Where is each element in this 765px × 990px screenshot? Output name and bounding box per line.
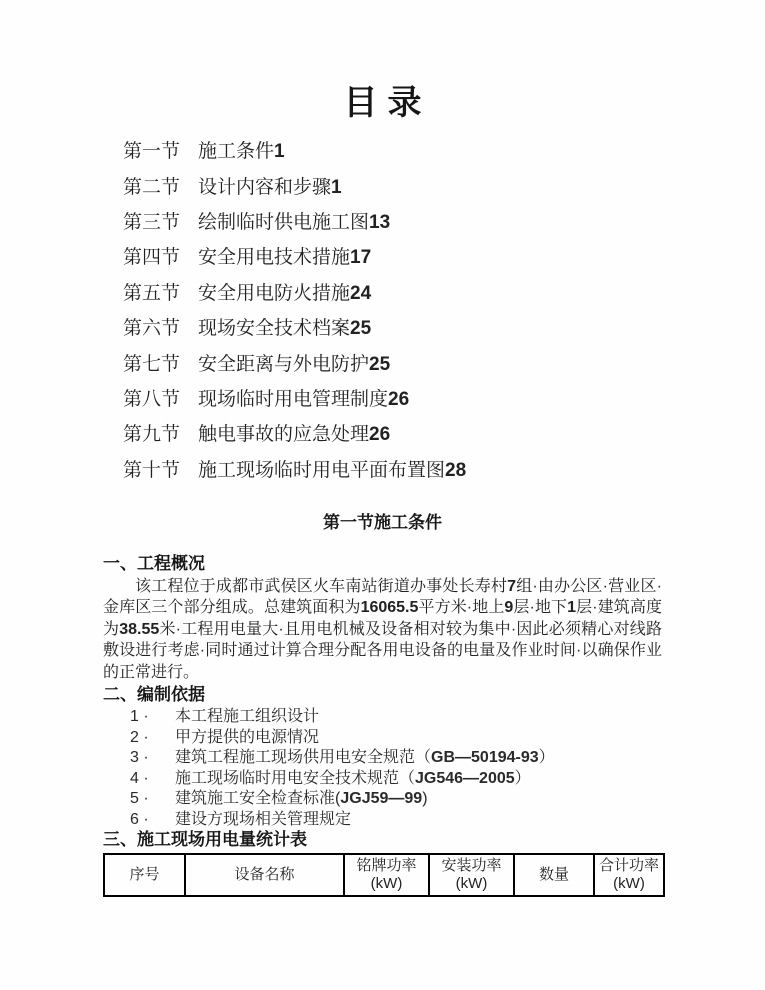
basis-heading: 二、编制依据 [103,685,205,705]
paragraph-number: 7 [507,577,517,595]
toc-entry-title-text: 施工条件 [198,141,275,163]
toc-entry-title [198,419,390,446]
toc-entry-title-text: 现场安全技术档案 [198,318,351,340]
list-item-text [175,810,351,831]
paragraph-text: 层·地下 [513,599,568,617]
list-item [103,748,662,769]
paragraph-number: 16065.5 [360,599,419,617]
paragraph-text: 该工程位于成都市武侯区火车南站街道办事处长寿村 [135,577,508,595]
overview-heading: 一、工程概况 [103,553,205,573]
toc-entry-title-text: 绘制临时供电施工图 [198,211,370,233]
list-item-text [175,707,319,728]
toc-entry-title-text: 安全用电防火措施 [198,282,351,304]
list-item-number: 6 · [130,810,149,828]
column-header-text: 序号 [129,866,160,884]
toc-entry-title [198,278,371,305]
toc-entry-title-text: 安全距离与外电防护 [198,353,370,375]
toc-entry-label: 第二节 [123,176,181,198]
power-stats-table [103,853,665,897]
column-header-unit: (kW) [370,875,403,893]
list-item-number: 4 · [130,769,149,787]
toc-entry-title-text: 设计内容和步骤 [198,176,332,198]
toc-entry-page-number: 26 [369,424,391,446]
column-header-serial [104,854,185,896]
toc-entry-title [198,313,371,340]
toc-entry-page-number: 28 [445,459,467,481]
list-item [103,810,662,831]
column-header-quantity [514,854,594,896]
toc-entry-page-number: 25 [369,353,391,375]
toc-entry-title-text: 安全用电技术措施 [198,247,351,269]
column-header-text: 设备名称 [234,866,295,884]
list-item-text-post: ） [514,769,531,787]
toc-entry-page-number: 26 [388,388,410,410]
paragraph-number: 9 [504,599,514,617]
list-item-number: 5 · [130,790,149,808]
list-item-number: 2 · [130,728,149,746]
toc-entry [123,274,662,309]
list-item [103,707,662,728]
toc-entry-page-number: 1 [274,141,285,163]
toc-entry [123,203,662,238]
toc-entry-page-number: 17 [350,247,372,269]
list-item-text [175,789,428,810]
toc-entry-title [198,207,390,234]
list-item-text [175,748,555,769]
toc-entry [123,238,662,273]
toc-entry-title [198,242,371,269]
list-item-text [175,728,319,749]
toc-entry-title [198,136,285,163]
toc-entry-title [198,349,390,376]
toc-entry-title-text: 触电事故的应急处理 [198,424,370,446]
basis-list [103,707,662,830]
toc-entry-label: 第三节 [123,211,181,233]
list-item [103,769,662,790]
toc-entry-title-text: 现场临时用电管理制度 [198,388,389,410]
paragraph-text: 组·由办公区·营业区·金库区三个部分组成。总建筑面积为 [103,577,662,617]
column-header-text: 铭牌功率 [356,857,417,875]
toc-entry [123,132,662,167]
stats-table-heading: 三、施工现场用电量统计表 [103,830,307,850]
toc-entry-page-number: 25 [350,318,372,340]
toc-entry [123,380,662,415]
paragraph-number: 1 [567,599,577,617]
list-item-text-pre: 甲方提供的电源情况 [175,728,320,746]
toc-entry-label: 第六节 [123,318,181,340]
list-item-text-pre: 建设方现场相关管理规定 [175,810,352,828]
column-header-text: 合计功率 [598,857,659,875]
paragraph-text: 层·建筑高度为 [103,599,662,638]
list-item-text-post: ) [422,790,428,808]
toc-entry-title [198,455,466,482]
column-header-total-power [594,854,664,896]
toc-entry [123,344,662,379]
list-item [103,728,662,749]
toc-entry [123,415,662,450]
list-item-text-pre: 施工现场临时用电安全技术规范（ [175,769,416,787]
list-item-number: 1 · [130,708,149,726]
paragraph-text: 米·工程用电量大·且用电机械及设备相对较为集中·因此必须精心对线路敷设进行考虑·同时通过计算合理分配各用电设备的电量及作业时间·以确保作业的正常进行。 [103,620,662,681]
column-header-text: 数量 [538,866,569,884]
toc-entry-page-number: 24 [350,282,372,304]
toc-entry-label: 第八节 [123,388,181,410]
toc-entry [123,309,662,344]
toc-entry-label: 第五节 [123,282,181,304]
paragraph-number: 38.55 [119,620,160,638]
column-header-device-name [185,854,344,896]
column-header-unit: (kW) [455,875,488,893]
toc-entry-label: 第四节 [123,247,181,269]
column-header-unit: (kW) [613,875,645,893]
list-item-code: JG546—2005 [415,769,515,787]
paragraph-text: 平方米·地上 [418,599,505,617]
list-item-text [175,769,531,790]
column-header-text: 安装功率 [441,857,502,875]
toc-entry-title [198,172,342,199]
toc-entry [123,167,662,202]
toc-entry-label: 第十节 [123,459,181,481]
list-item-text-pre: 本工程施工组织设计 [175,708,320,726]
toc-entry-label: 第七节 [123,353,181,375]
table-of-contents [103,132,662,486]
toc-title: 目录 [343,84,432,122]
list-item-number: 3 · [130,749,149,767]
list-item [103,789,662,810]
list-item-text-post: ） [538,749,555,767]
section-heading: 第一节施工条件 [323,512,442,532]
overview-paragraph [103,576,662,684]
toc-entry [123,451,662,486]
list-item-text-pre: 建筑工程施工现场供用电安全规范（ [175,749,432,767]
list-item-code: GB—50194-93 [431,749,539,767]
toc-entry-title-text: 施工现场临时用电平面布置图 [198,459,446,481]
list-item-code: JGJ59—99 [340,790,423,808]
table-header-row [104,854,664,896]
toc-entry-title [198,384,409,411]
toc-entry-label: 第九节 [123,424,181,446]
column-header-installed-power [429,854,514,896]
toc-entry-page-number: 1 [331,176,342,198]
list-item-text-pre: 建筑施工安全检查标准( [175,790,341,808]
column-header-rated-power [344,854,429,896]
toc-entry-page-number: 13 [369,211,391,233]
toc-entry-label: 第一节 [123,141,181,163]
